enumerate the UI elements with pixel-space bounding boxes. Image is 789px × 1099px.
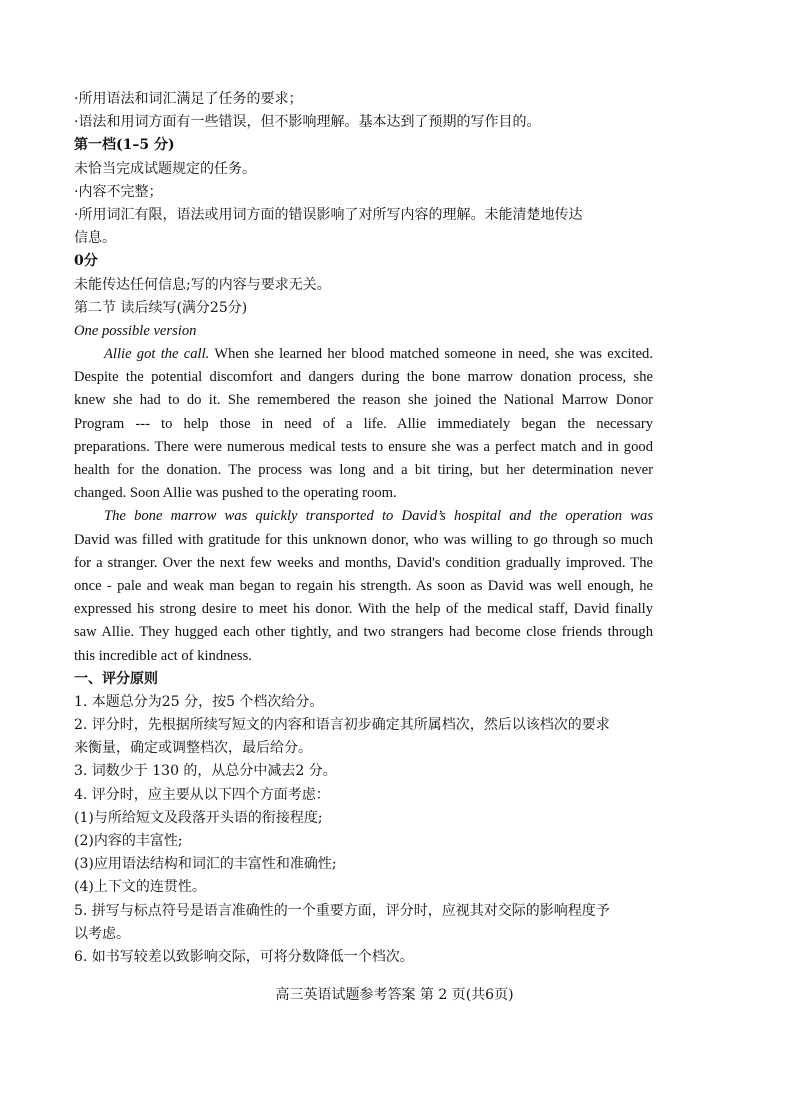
essay-line: saw Allie. They hugged each other tightly, and two strangers had become close friends through	[74, 624, 653, 641]
tier1-line: ·内容不完整；	[74, 183, 163, 200]
essay-line: Despite the potential discomfort and dangers during the bone marrow donation process, she	[74, 369, 653, 386]
scoring-line: 3. 词数少于 130 的，从总分中减去2 分。	[74, 763, 337, 780]
tier1-heading: 第一档(1–5 分)	[74, 137, 175, 154]
scoring-line: (3)应用语法结构和词汇的丰富性和准确性;	[74, 856, 337, 873]
essay-line: David was filled with gratitude for this unknown donor, who was willing to go through so much	[74, 531, 653, 548]
paragraph2-lead: The bone marrow was quickly transported to David’s hospital and the operation was	[104, 508, 653, 525]
criteria-line: ·所用语法和词汇满足了任务的要求；	[74, 91, 303, 107]
essay-line: this incredible act of kindness.	[74, 647, 252, 664]
essay-line: Program --- to help those in need of a life. Allie immediately began the necessary	[74, 415, 653, 432]
scoring-line: 6. 如书写较差以致影响交际，可将分数降低一个档次。	[74, 948, 414, 965]
paragraph1-lead: Allie got the call.	[104, 346, 210, 363]
essay-line: expressed his strong desire to meet his donor. With the help of the medical staff, David finally	[74, 601, 653, 618]
scoring-line: (1)与所给短文及段落开头语的衔接程度;	[74, 809, 323, 826]
scoring-line: 来衡量，确定或调整档次，最后给分。	[74, 740, 312, 757]
scoring-line: 以考虑。	[74, 925, 130, 942]
tier1-line: 未恰当完成试题规定的任务。	[74, 160, 256, 177]
scoring-line: 2. 评分时，先根据所续写短文的内容和语言初步确定其所属档次，然后以该档次的要求	[74, 717, 610, 734]
essay-line: changed. Soon Allie was pushed to the operating room.	[74, 485, 397, 502]
tier0-heading: 0分	[74, 253, 98, 270]
scoring-line: (2)内容的丰富性;	[74, 833, 183, 849]
essay-line: knew she had to do it. She remembered the reason she joined the National Marrow Donor	[74, 392, 653, 409]
tier1-line: 信息。	[74, 230, 116, 247]
criteria-line: ·语法和用词方面有一些错误，但不影响理解。基本达到了预期的写作目的。	[74, 114, 541, 131]
tier0-line: 未能传达任何信息;写的内容与要求无关。	[74, 276, 331, 293]
essay-line: for a stranger. Over the next few weeks and months, David's condition gradually improved. The	[74, 554, 653, 571]
tier1-line: ·所用词汇有限，语法或用词方面的错误影响了对所写内容的理解。未能清楚地传达	[74, 206, 583, 223]
version-label: One possible version	[74, 322, 197, 339]
scoring-line: 5. 拼写与标点符号是语言准确性的一个重要方面，评分时，应视其对交际的影响程度予	[74, 902, 610, 919]
scoring-line: 4. 评分时，应主要从以下四个方面考虑：	[74, 786, 330, 803]
scoring-line: (4)上下文的连贯性。	[74, 879, 206, 896]
paragraph1-line: When she learned her blood matched someone in need, she was excited.	[214, 346, 653, 363]
scoring-line: 1. 本题总分为25 分，按5 个档次给分。	[74, 693, 324, 710]
essay-line: health for the donation. The process was long and a bit tiring, but her determination never	[74, 462, 653, 478]
page-footer: 高三英语试题参考答案 第 2 页(共6页)	[275, 987, 514, 1003]
section2-heading: 第二节 读后续写(满分25分)	[74, 299, 248, 316]
essay-paragraph1-first-line	[74, 343, 653, 366]
essay-line: once - pale and weak man began to regain his strength. As soon as David was well enough, he	[74, 577, 653, 594]
essay-line: preparations. There were numerous medical tests to ensure she was a perfect match and in good	[74, 438, 653, 455]
answer-page	[74, 88, 654, 969]
scoring-heading: 一、评分原则	[74, 670, 158, 687]
